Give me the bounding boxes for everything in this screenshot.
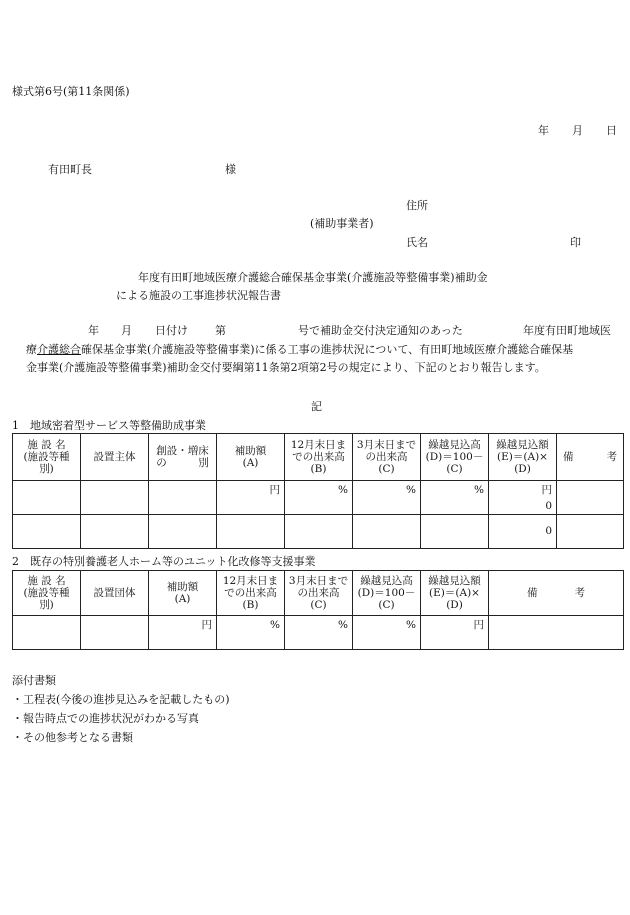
s2-r1-organization[interactable] [81,616,149,650]
body-year: 年 [88,324,99,337]
s2-header-facility: 施 設 名 (施設等種 別) [13,571,81,616]
s2-r1-remarks[interactable] [489,616,624,650]
attachments-heading: 添付書類 [12,674,56,687]
s1-r1-remarks[interactable] [557,481,624,515]
s2-r1-carryover-rate[interactable]: % [353,616,421,650]
title-line-1: 年度有田町地域医療介護総合確保基金事業(介護施設等整備事業)補助金 [138,271,488,284]
seal-label: 印 [570,236,581,249]
s1-r2-remarks[interactable] [557,515,624,549]
body-line-2 [26,344,573,355]
date-year: 年 [538,124,549,137]
section-1-row-1 [13,481,624,515]
s1-header-mar-progress: 3月末日まで の出来高 (C) [353,434,421,481]
body-line-2-underlined: 介護総合 [37,343,81,356]
s1-r2-type[interactable] [149,515,217,549]
s2-r1-facility[interactable] [13,616,81,650]
date-month: 月 [572,124,583,137]
s1-r2-carryover-amount[interactable]: 0 [489,515,557,549]
s1-r1-facility[interactable] [13,481,81,515]
body-end: 年度有田町地域医 [523,324,611,337]
s2-header-carryover-amount: 繰越見込額 (E)＝(A)× (D) [421,571,489,616]
s1-header-facility: 施 設 名 (施設等種 別) [13,434,81,481]
section-2-table [12,570,624,650]
form-number: 様式第6号(第11条関係) [12,85,130,98]
date-day: 日 [606,124,617,137]
section-1-row-2 [13,515,624,549]
s2-r1-dec-progress[interactable]: % [217,616,285,650]
s1-header-subsidy: 補助額 (A) [217,434,285,481]
title-line-2: による施設の工事進捗状況報告書 [116,289,281,302]
name-label: 氏名 [406,236,428,249]
s1-r1-type[interactable] [149,481,217,515]
s1-r2-facility[interactable] [13,515,81,549]
body-month: 月 [121,324,132,337]
s2-r1-subsidy[interactable]: 円 [149,616,217,650]
addressee-honorific: 様 [225,163,236,176]
section-1-table [12,433,624,549]
attachment-item-1: ・工程表(今後の進捗見込みを記載したもの) [12,693,230,706]
s2-header-subsidy: 補助額 (A) [149,571,217,616]
s2-header-dec-progress: 12月末日ま での出来高 (B) [217,571,285,616]
section-2-row-1 [13,616,624,650]
ki-mark: 記 [311,400,322,413]
s2-r1-carryover-amount[interactable]: 円 [421,616,489,650]
s1-header-type: 創設・増床 の 別 [149,434,217,481]
s2-header-carryover-rate: 繰越見込高 (D)＝100－ (C) [353,571,421,616]
s2-header-remarks: 備 考 [489,571,624,616]
s1-r2-subsidy[interactable] [217,515,285,549]
s2-header-organization: 設置団体 [81,571,149,616]
attachment-item-3: ・その他参考となる書類 [12,731,133,744]
s1-r1-mar-progress[interactable]: % [353,481,421,515]
s1-r1-dec-progress[interactable]: % [285,481,353,515]
s1-header-dec-progress: 12月末日ま での出来高 (B) [285,434,353,481]
s1-header-carryover-amount: 繰越見込額 (E)＝(A)× (D) [489,434,557,481]
s1-header-carryover-rate: 繰越見込高 (D)＝100－ (C) [421,434,489,481]
address-label: 住所 [406,199,428,212]
section-1-header-row [13,434,624,481]
body-line-3: 金事業(介護施設等整備事業)補助金交付要綱第11条第2項第2号の規定により、下記のとおり報告します。 [26,361,546,374]
s1-r1-operator[interactable] [81,481,149,515]
body-line-2-pre: 療 [26,343,37,356]
s1-r2-mar-progress[interactable] [353,515,421,549]
section-1-heading: 1 地域密着型サービス等整備助成事業 [12,419,206,432]
body-line-2-post: 確保基金事業(介護施設等整備事業)に係る工事の進捗状況について、有田町地域医療介護総合確保基 [81,343,574,356]
s1-header-operator: 設置主体 [81,434,149,481]
addressee-name: 有田町長 [48,163,92,176]
s1-r1-carryover-amount[interactable]: 円 0 [489,481,557,515]
s1-header-remarks: 備 考 [557,434,624,481]
s2-header-mar-progress: 3月末日まで の出来高 (C) [285,571,353,616]
body-day: 日付け [155,324,188,337]
s1-r2-operator[interactable] [81,515,149,549]
body-no-prefix: 第 [215,324,226,337]
section-2-heading: 2 既存の特別養護老人ホーム等のユニット化改修等支援事業 [12,555,316,568]
attachment-item-2: ・報告時点での進捗状況がわかる写真 [12,712,199,725]
s2-r1-mar-progress[interactable]: % [285,616,353,650]
s1-r1-carryover-rate[interactable]: % [421,481,489,515]
applicant-role-label: (補助事業者) [310,217,374,230]
section-2-header-row [13,571,624,616]
s1-r2-dec-progress[interactable] [285,515,353,549]
body-middle: 号で補助金交付決定通知のあった [298,324,463,337]
s1-r2-carryover-rate[interactable] [421,515,489,549]
s1-r1-subsidy[interactable]: 円 [217,481,285,515]
